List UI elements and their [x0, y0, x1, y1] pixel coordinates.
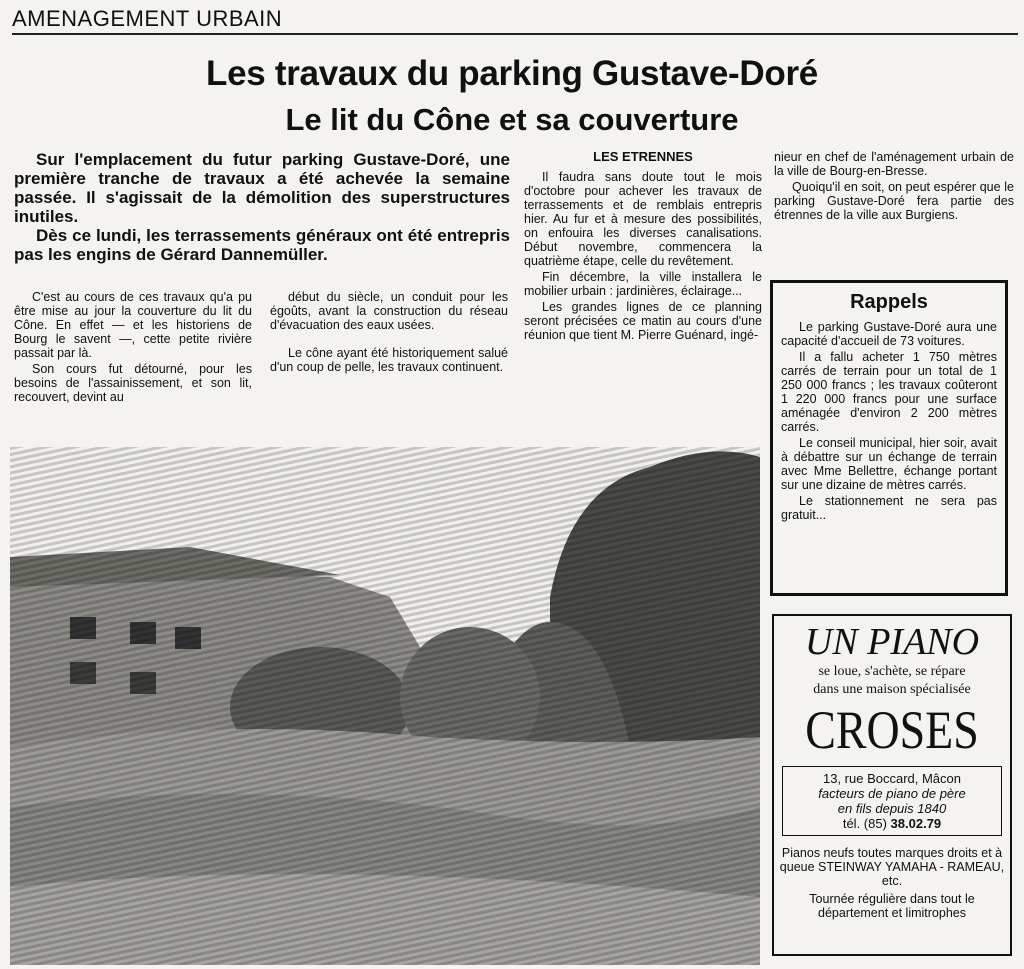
paragraph: Le cône ayant été historiquement salué d'un coup de pelle, les travaux continuent.	[270, 346, 508, 374]
piano-advertisement	[772, 614, 1012, 956]
paragraph: début du siècle, un conduit pour les égoûts, avant la construction du réseau d'évacuation des eaux usées.	[270, 290, 508, 332]
ad-address-box	[782, 766, 1002, 836]
paragraph: nieur en chef de l'aménagement urbain de la ville de Bourg-en-Bresse.	[774, 150, 1014, 178]
ad-phone-prefix: tél. (85)	[842, 816, 887, 831]
ad-footer: Pianos neufs toutes marques droits et à queue STEINWAY YAMAHA - RAMEAU, etc.	[779, 846, 1005, 888]
construction-site-photo	[10, 447, 760, 965]
lead-paragraphs	[14, 150, 510, 264]
ad-subtitle: se loue, s'achète, se répare	[818, 664, 966, 679]
ad-phone: 38.02.79	[890, 816, 942, 831]
ad-brand: CROSES	[805, 700, 979, 760]
paragraph: Il faudra sans doute tout le mois d'octobre pour achever les travaux de terrassements et de remblais entrepris hier. Au fur et à mesure des possibilités, on enfouira les diverses canalisations. Début novembre, commencera la quatrième étape, celle du revêtement.	[524, 170, 762, 268]
paragraph: Les grandes lignes de ce planning seront précisées ce matin au cours d'une réunion que tient M. Pierre Guénard, ingé-	[524, 300, 762, 342]
ad-footer-note: Tournée régulière dans tout le département et limitrophes	[809, 892, 975, 920]
paragraph: Le conseil municipal, hier soir, avait à débattre sur un échange de terrain avec Mme Bellettre, échange portant sur une dizaine de mètres carrés.	[781, 436, 997, 492]
paragraph: Quoiqu'il en soit, on peut espérer que le parking Gustave-Doré fera partie des étrennes de la ville aux Burgiens.	[774, 180, 1014, 222]
ad-address: 13, rue Boccard, Mâcon	[822, 771, 962, 786]
paragraph: Son cours fut détourné, pour les besoins de l'assainissement, et son lit, recouvert, devint au	[14, 362, 252, 404]
ad-phone-line	[785, 816, 999, 831]
rappels-box	[770, 280, 1008, 596]
ad-tagline: facteurs de piano de père	[818, 786, 966, 801]
rappels-title: Rappels	[850, 291, 928, 313]
paragraph: Le stationnement ne sera pas gratuit...	[781, 494, 997, 522]
paragraph: Fin décembre, la ville installera le mobilier urbain : jardinières, éclairage...	[524, 270, 762, 298]
subheadline: Le lit du Cône et sa couverture	[285, 102, 739, 137]
lead-paragraph: Dès ce lundi, les terrassements généraux ont été entrepris pas les engins de Gérard Dannemüller.	[14, 226, 510, 264]
ad-tagline: en fils depuis 1840	[837, 801, 947, 816]
article-column-2	[270, 290, 508, 376]
ad-subtitle: dans une maison spécialisée	[813, 682, 971, 697]
article-column-3	[524, 150, 762, 344]
ad-title: UN PIANO	[804, 621, 980, 663]
paragraph: Le parking Gustave-Doré aura une capacité d'accueil de 73 voitures.	[781, 320, 997, 348]
headline: Les travaux du parking Gustave-Doré	[206, 54, 818, 93]
lead-paragraph: Sur l'emplacement du futur parking Gustave-Doré, une première tranche de travaux a été achevée la semaine passée. Il s'agissait de la démolition des superstructures inutiles.	[14, 150, 510, 226]
paragraph: C'est au cours de ces travaux qu'a pu être mise au jour la couverture du lit du Cône. En effet — et les historiens de Bourg le savent —, cette petite rivière passait par là.	[14, 290, 252, 360]
article-column-4	[774, 150, 1014, 224]
section-label: AMENAGEMENT URBAIN	[12, 6, 1018, 35]
article-column-1	[14, 290, 252, 406]
paragraph: Il a fallu acheter 1 750 mètres carrés de terrain pour un total de 1 250 000 francs ; les travaux coûteront 1 220 000 francs pour une surface aménagée d'environ 2 200 mètres carrés.	[781, 350, 997, 434]
column-heading: LES ETRENNES	[593, 149, 693, 164]
